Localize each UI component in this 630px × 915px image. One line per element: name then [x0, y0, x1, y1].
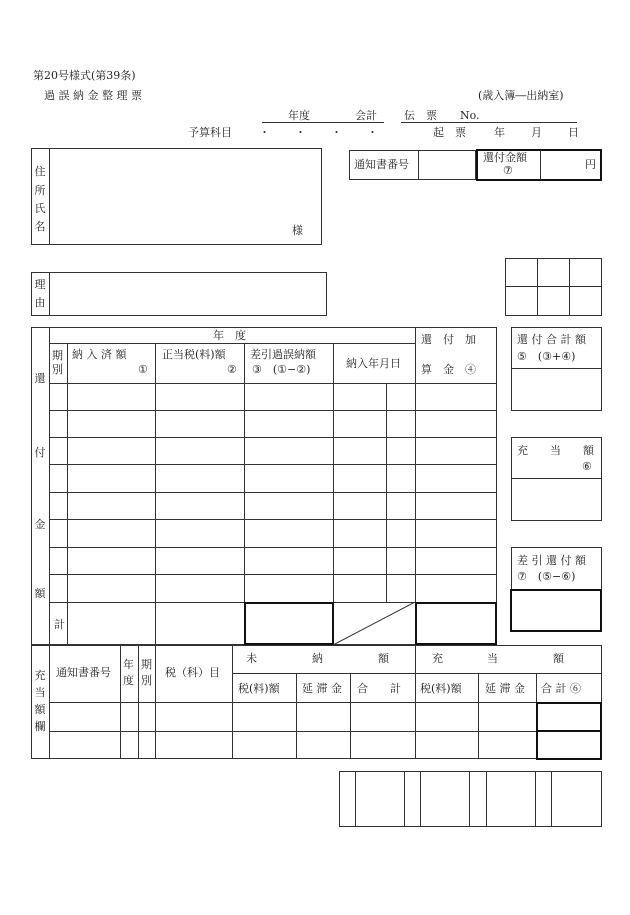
year-header: 年 度: [213, 329, 246, 342]
bottom-stamp-strip[interactable]: [339, 771, 602, 827]
voucher-underline: [401, 122, 577, 123]
divider: [350, 673, 351, 759]
reason-label-char: 理: [34, 278, 46, 291]
allocation-side-char: 欄: [34, 720, 46, 733]
overpaid-formula: ③ (①−②): [252, 363, 311, 376]
divider: [569, 258, 570, 316]
tax-amount-label-2: 税(料)額: [420, 682, 462, 695]
honorific: 様: [292, 224, 303, 237]
refund-addition-label: 還 付 加: [421, 333, 476, 346]
allocation-total-row1[interactable]: [536, 702, 602, 732]
late-fee-label-2: 延 滞 金: [485, 682, 525, 695]
month-label: 月: [531, 126, 542, 139]
divider: [505, 286, 602, 287]
divider: [49, 731, 602, 732]
divider: [49, 702, 602, 703]
correct-tax-circle: ②: [227, 363, 237, 376]
divider: [418, 150, 419, 180]
issue-date-label: 起 票: [433, 126, 466, 139]
year-label: 年: [494, 126, 505, 139]
divider: [49, 343, 415, 344]
divider: [49, 437, 497, 438]
address-label-char: 所: [34, 184, 46, 197]
overpaid-total-box[interactable]: [244, 602, 334, 645]
account-label: 会計: [355, 109, 377, 122]
reason-box[interactable]: [31, 272, 327, 316]
allocation-circle: ⑥: [582, 460, 592, 473]
total-label: 計: [54, 618, 65, 631]
divider: [537, 258, 538, 316]
divider: [155, 343, 156, 645]
divider: [540, 150, 541, 180]
period-label: 期別: [52, 349, 63, 376]
allocation-year-label: 年度: [123, 658, 134, 687]
account-underline: [262, 122, 384, 123]
divider: [551, 771, 552, 827]
refund-side-char: 金: [34, 518, 46, 531]
refund-total-label: 還 付 合 計 額: [517, 333, 586, 346]
budget-dot: ・: [331, 126, 342, 139]
divider: [296, 673, 297, 759]
divider: [404, 771, 405, 827]
allocated-label: 充 当 額: [432, 652, 564, 665]
refund-addition-total-box[interactable]: [415, 602, 497, 645]
paid-date-label: 納入年月日: [346, 357, 401, 370]
allocation-total-label: 合 計 ⑥: [541, 682, 581, 695]
divider: [232, 673, 602, 674]
refund-amount-circle: ⑦: [503, 164, 513, 177]
allocation-side-char: 当: [34, 686, 46, 699]
divider: [49, 547, 497, 548]
allocation-notice-number-label: 通知書番号: [56, 666, 111, 679]
unpaid-label: 未 納 額: [246, 652, 389, 665]
divider: [49, 519, 497, 520]
divider: [49, 327, 50, 645]
paid-label: 納 入 済 額: [72, 348, 127, 361]
notice-number-label: 通知書番号: [354, 158, 409, 171]
overpaid-label: 差引過誤納額: [250, 348, 316, 361]
net-refund-value-box[interactable]: [510, 589, 602, 632]
divider: [486, 771, 487, 827]
late-fee-label: 延 滞 金: [302, 682, 342, 695]
address-label-char: 名: [34, 220, 46, 233]
divider: [420, 771, 421, 827]
divider: [511, 368, 602, 369]
divider: [415, 327, 416, 645]
divider: [511, 478, 602, 479]
divider: [49, 492, 497, 493]
divider: [49, 383, 497, 384]
stamp-grid[interactable]: [505, 258, 602, 316]
divider: [478, 673, 479, 759]
refund-addition-label2: 算 金 ④: [421, 363, 476, 376]
address-label-char: 住: [34, 165, 46, 178]
allocation-total-row2[interactable]: [536, 730, 602, 760]
day-label: 日: [568, 126, 579, 139]
refund-total-formula: ⑤ (③+④): [517, 350, 576, 363]
subtotal-label: 合 計: [357, 682, 401, 695]
voucher-label: 伝 票: [404, 109, 437, 122]
reason-label-char: 由: [34, 296, 46, 309]
page-title: 過 誤 納 金 整 理 票: [44, 89, 142, 102]
refund-amount-label: 還付金額: [483, 151, 527, 164]
yen-label: 円: [585, 158, 596, 171]
ledger-label: (歳入簿―出納室): [478, 89, 564, 102]
allocation-label: 充 当 額: [517, 444, 594, 457]
divider: [49, 272, 50, 316]
form-number: 第20号様式(第39条): [33, 69, 136, 82]
divider: [333, 343, 334, 602]
refund-side-char: 付: [34, 446, 46, 459]
divider: [49, 574, 497, 575]
budget-dot: ・: [367, 126, 378, 139]
address-label-char: 氏: [34, 202, 46, 215]
paid-circle: ①: [138, 363, 148, 376]
correct-tax-label: 正当税(料)額: [162, 348, 226, 361]
divider: [469, 771, 470, 827]
divider: [49, 410, 497, 411]
divider: [535, 771, 536, 827]
refund-side-char: 還: [34, 372, 46, 385]
address-box[interactable]: [31, 148, 322, 245]
diagonal-slash: [333, 602, 415, 645]
budget-item-label: 予算科目: [188, 126, 232, 139]
net-refund-label: 差 引 還 付 額: [517, 554, 586, 567]
allocation-side-char: 充: [34, 669, 46, 682]
voucher-no-label: No.: [460, 109, 480, 122]
net-refund-formula: ⑦ (⑤−⑥): [517, 570, 576, 583]
budget-dot: ・: [295, 126, 306, 139]
budget-dot: ・: [259, 126, 270, 139]
divider: [67, 343, 68, 645]
allocation-side-char: 額: [34, 703, 46, 716]
fiscal-year-label: 年度: [288, 109, 310, 122]
tax-amount-label: 税(料)額: [238, 682, 280, 695]
tax-item-label: 税（科）目: [165, 666, 220, 679]
allocation-period-label: 期別: [141, 658, 152, 687]
divider: [244, 343, 245, 645]
divider: [49, 148, 50, 245]
divider: [355, 771, 356, 827]
divider: [49, 464, 497, 465]
refund-side-char: 額: [34, 587, 46, 600]
